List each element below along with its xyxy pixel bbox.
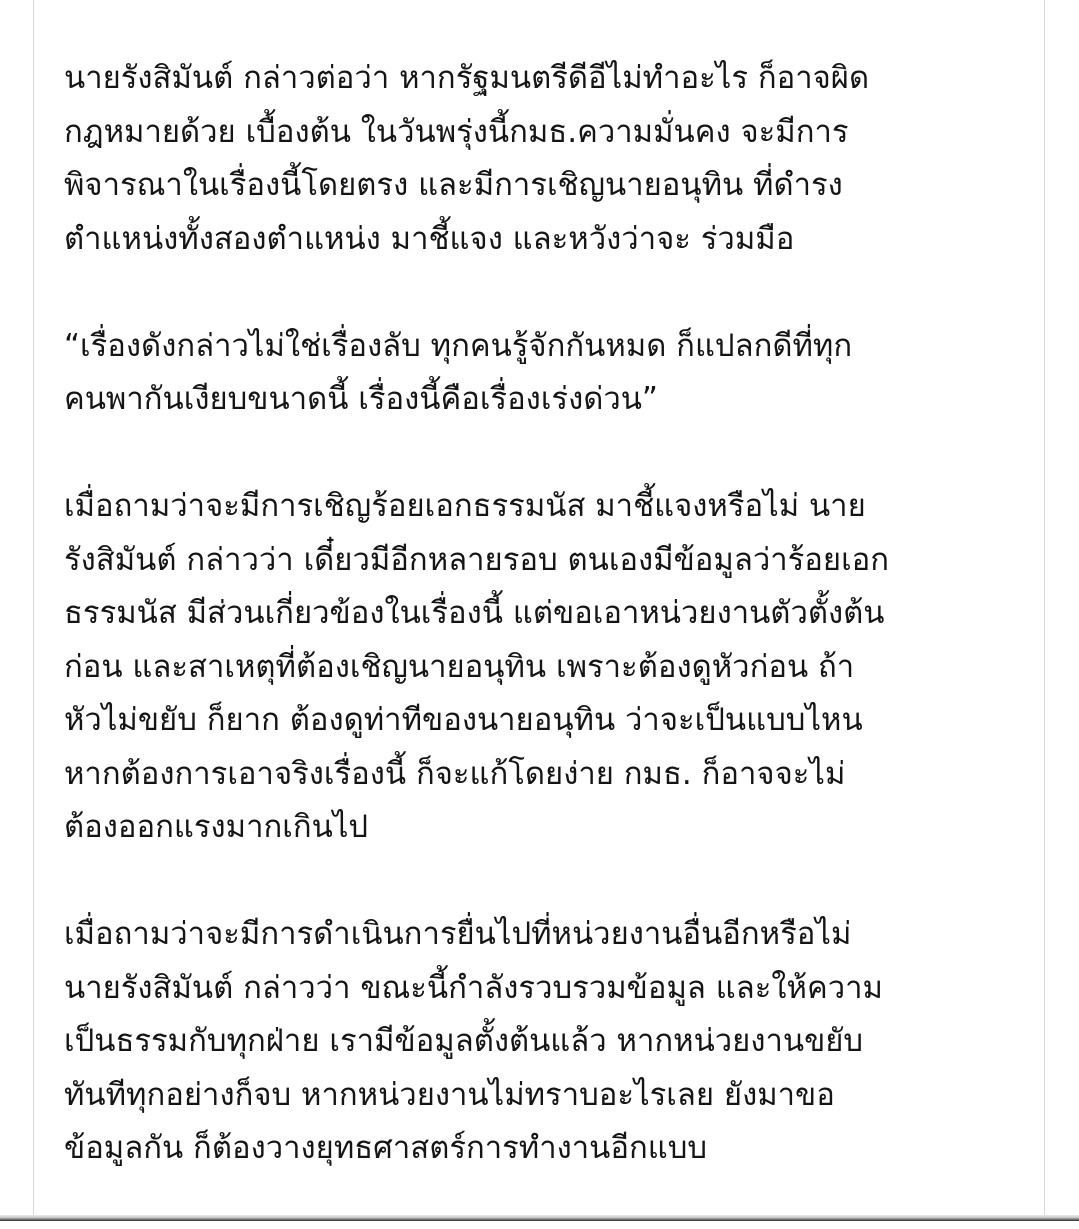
text-line: เมื่อถามว่าจะมีการดำเนินการยื่นไปที่หน่วยงานอื่นอีกหรือไม่: [64, 916, 852, 952]
text-line: ตำแหน่งทั้งสองตำแหน่ง มาชี้แจง และหวังว่าจะ ร่วมมือ: [64, 220, 795, 257]
text-line: คนพากันเงียบขนาดนี้ เรื่องนี้คือเรื่องเร่งด่วน”: [64, 381, 658, 417]
text-line: หากต้องการเอาจริงเรื่องนี้ ก็จะแก้โดยง่าย กมธ. ก็อาจจะไม่: [64, 755, 846, 792]
paragraph-4: [64, 908, 1024, 1176]
text-line: เมื่อถามว่าจะมีการเชิญร้อยเอกธรรมนัส มาชี้แจงหรือไม่ นาย: [64, 488, 866, 524]
text-line: กฎหมายด้วย เบื้องต้น ในวันพรุ่งนี้กมธ.ความมั่นคง จะมีการ: [64, 113, 849, 150]
paragraph-2-quote: [64, 320, 1024, 427]
paragraph-3: [64, 480, 1024, 855]
text-line: หัวไม่ขยับ ก็ยาก ต้องดูท่าทีของนายอนุทิน ว่าจะเป็นแบบไหน: [64, 702, 863, 738]
text-line: นายรังสิมันต์ กล่าวต่อว่า หากรัฐมนตรีดีอีไม่ทำอะไร ก็อาจผิด: [64, 60, 870, 96]
text-line: ก่อน และสาเหตุที่ต้องเชิญนายอนุทิน เพราะต้องดูหัวก่อน ถ้า: [64, 648, 855, 685]
bottom-edge-divider: [0, 1215, 1079, 1221]
text-line: “เรื่องดังกล่าวไม่ใช่เรื่องลับ ทุกคนรู้จักกันหมด ก็แปลกดีที่ทุก: [64, 327, 853, 364]
text-line: นายรังสิมันต์ กล่าวว่า ขณะนี้กำลังรวบรวมข้อมูล และให้ความ: [64, 969, 883, 1006]
text-line: เป็นธรรมกับทุกฝ่าย เรามีข้อมูลตั้งต้นแล้ว หากหน่วยงานขยับ: [64, 1023, 864, 1059]
text-line: พิจารณาในเรื่องนี้โดยตรง และมีการเชิญนายอนุทิน ที่ดำรง: [64, 167, 843, 203]
text-line: ธรรมนัส มีส่วนเกี่ยวข้องในเรื่องนี้ แต่ขอเอาหน่วยงานตัวตั้งต้น: [64, 595, 885, 631]
text-line: รังสิมันต์ กล่าวว่า เดี๋ยวมีอีกหลายรอบ ตนเองมีข้อมูลว่าร้อยเอก: [64, 541, 890, 578]
paragraph-1: [64, 52, 1024, 266]
article-body: [64, 52, 1024, 1229]
text-line: ทันทีทุกอย่างก็จบ หากหน่วยงานไม่ทราบอะไรเลย ยังมาขอ: [64, 1076, 835, 1113]
text-line: ต้องออกแรงมากเกินไป: [64, 809, 369, 845]
text-line: ข้อมูลกัน ก็ต้องวางยุทธศาสตร์การทำงานอีกแบบ: [64, 1130, 708, 1166]
